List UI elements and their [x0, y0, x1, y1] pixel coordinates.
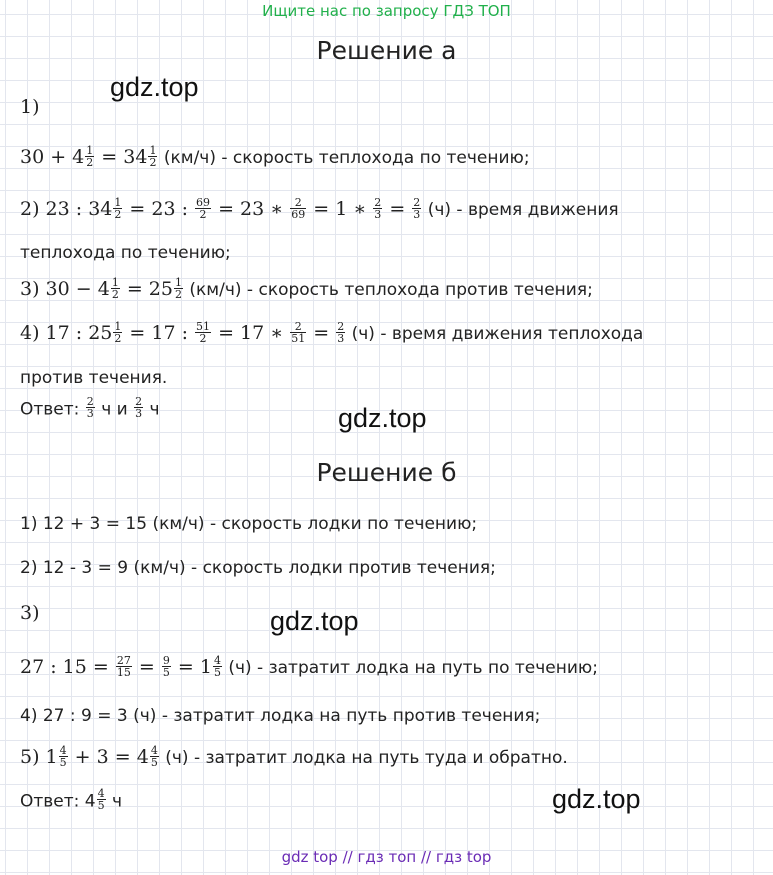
- watermark: gdz.top: [110, 72, 199, 102]
- footer-link-gdz-top-mixed[interactable]: гдз top: [435, 848, 492, 866]
- footer-links: [0, 848, 773, 866]
- heading-solution-b: Решение б: [316, 458, 457, 487]
- b-step-3-line: 27 : 15 = $\frac{27}{15}$ = $\frac{9}{5}$ = 1 $\frac{4}{5}$ (ч) - затратит лодка на путь по течению;: [20, 653, 598, 679]
- heading-solution-a: Решение а: [316, 36, 457, 65]
- answer-a: Ответ: $\frac{2}{3}$ ч и $\frac{2}{3}$ ч: [20, 395, 160, 420]
- b-step-2-line: 2) 12 - 3 = 9 (км/ч) - скорость лодки против течения;: [20, 558, 496, 578]
- step-2-line: 2) 23 : 34 $\frac{1}{2}$ = 23 : $\frac{69}{2}$ = 23 ∗ $\frac{2}{69}$ = 1 ∗ $\frac{2}{3}$ = $\frac{2}{3}$ (ч) - время движения: [20, 195, 619, 221]
- b-step-4-line: 4) 27 : 9 = 3 (ч) - затратит лодка на путь против течения;: [20, 706, 541, 726]
- watermark: gdz.top: [270, 606, 359, 636]
- footer-separator: //: [416, 848, 436, 866]
- b-step-5-line: 5) 1 $\frac{4}{5}$ + 3 = 4 $\frac{4}{5}$ (ч) - затратит лодка на путь туда и обратно.: [20, 743, 568, 769]
- step-3-line: 3) 30 − 4 $\frac{1}{2}$ = 25 $\frac{1}{2}$ (км/ч) - скорость теплохода против течения;: [20, 275, 593, 301]
- footer-link-gdz-top[interactable]: gdz top: [281, 848, 338, 866]
- step-1-number: 1): [20, 96, 40, 118]
- b-step-1-line: 1) 12 + 3 = 15 (км/ч) - скорость лодки по течению;: [20, 514, 478, 534]
- footer-separator: //: [337, 848, 358, 866]
- watermark: gdz.top: [552, 784, 641, 814]
- step-2-continuation: теплохода по течению;: [20, 243, 231, 263]
- step-4-line: 4) 17 : 25 $\frac{1}{2}$ = 17 : $\frac{51}{2}$ = 17 ∗ $\frac{2}{51}$ = $\frac{2}{3}$ (ч) - время движения теплохода: [20, 319, 644, 345]
- search-banner: Ищите нас по запросу ГДЗ ТОП: [262, 2, 511, 20]
- answer-b: Ответ: 4 $\frac{4}{5}$ ч: [20, 787, 123, 812]
- b-step-3-number: 3): [20, 602, 40, 624]
- step-4-continuation: против течения.: [20, 368, 168, 388]
- footer-link-gdz-top-ru[interactable]: гдз топ: [357, 848, 417, 866]
- step-1-line: 30 + 4 $\frac{1}{2}$ = 34 $\frac{1}{2}$ (км/ч) - скорость теплохода по течению;: [20, 143, 530, 169]
- watermark: gdz.top: [338, 403, 427, 433]
